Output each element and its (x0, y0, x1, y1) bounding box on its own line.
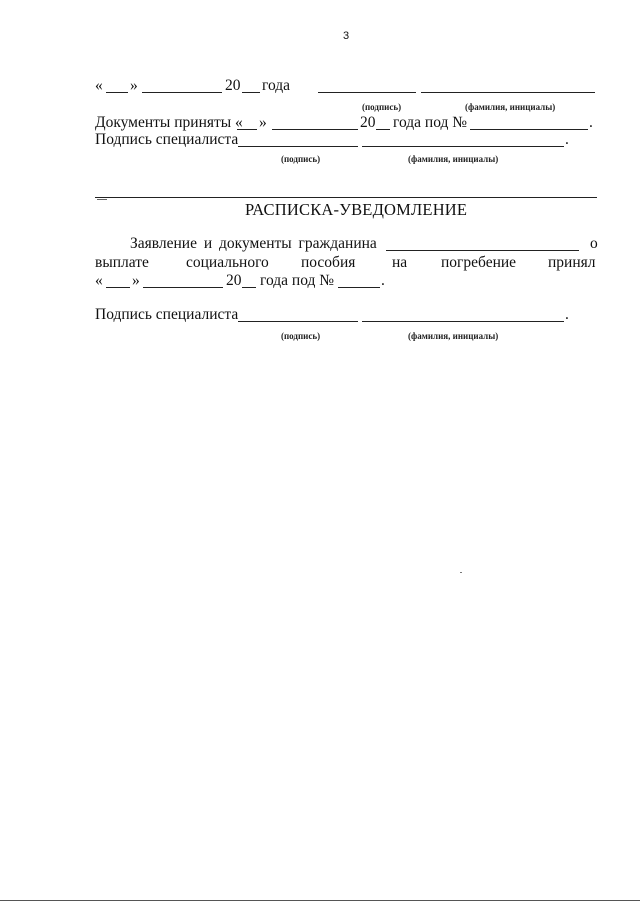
receipt-year: 20 (226, 272, 242, 289)
date-month-blank (142, 92, 222, 93)
receipt-period-2: . (565, 306, 569, 323)
receipt-word-1: выплате (95, 254, 149, 271)
caption-signature-2: (подпись) (281, 154, 321, 164)
caption-name-2: (фамилия, инициалы) (408, 154, 499, 164)
specialist-signature-label: Подпись специалиста (95, 131, 239, 148)
scan-dot (460, 572, 462, 573)
receipt-quote-close: » (132, 272, 140, 289)
caption-name: (фамилия, инициалы) (465, 102, 556, 112)
receipt-specialist-label: Подпись специалиста (95, 306, 239, 323)
specialist-name-blank (362, 146, 564, 147)
receipt-word-6: принял (548, 254, 596, 271)
specialist-period: . (565, 131, 569, 148)
receipt-period: . (381, 272, 385, 289)
citizen-name-blank (386, 250, 579, 251)
cut-line (95, 197, 597, 198)
page-number: 3 (343, 30, 350, 42)
page-bottom-edge (0, 900, 640, 901)
docs-accepted-prefix: Документы приняты « (95, 114, 243, 131)
date-quote-close: » (130, 77, 138, 94)
receipt-caption-name: (фамилия, инициалы) (408, 331, 499, 341)
docs-month-blank (272, 129, 358, 130)
docs-accepted-year: 20 (360, 114, 376, 131)
date-year-blank (242, 92, 260, 93)
receipt-line1-end: о (590, 235, 598, 252)
date-quote-open: « (95, 77, 103, 94)
receipt-quote-open: « (95, 272, 103, 289)
receipt-name-blank (362, 321, 564, 322)
receipt-day-blank (106, 287, 130, 288)
receipt-date-suffix: года под № (260, 272, 335, 289)
date-day-blank (106, 92, 128, 93)
receipt-title: РАСПИСКА-УВЕДОМЛЕНИЕ (245, 200, 468, 219)
docs-period: . (589, 114, 593, 131)
receipt-signature-blank (238, 321, 358, 322)
receipt-word-3: пособия (301, 254, 356, 271)
docs-day-blank (237, 129, 257, 130)
receipt-word-5: погребение (441, 254, 517, 271)
receipt-number-blank (338, 287, 380, 288)
cut-line-tick (97, 199, 107, 200)
docs-year-blank (376, 129, 390, 130)
name-blank-1 (421, 92, 595, 93)
signature-blank-1 (318, 92, 416, 93)
receipt-year-blank (242, 287, 256, 288)
specialist-signature-blank (238, 146, 358, 147)
docs-accepted-close: » (259, 114, 267, 131)
receipt-line1-text: Заявление и документы гражданина (130, 235, 377, 252)
receipt-month-blank (143, 287, 223, 288)
date-year-prefix: 20 (225, 77, 241, 94)
docs-number-blank (470, 129, 588, 130)
date-year-suffix: года (262, 77, 291, 94)
receipt-caption-signature: (подпись) (281, 331, 321, 341)
receipt-word-2: социального (186, 254, 269, 271)
caption-signature: (подпись) (362, 102, 402, 112)
docs-accepted-suffix: года под № (393, 114, 468, 131)
receipt-word-4: на (392, 254, 408, 271)
